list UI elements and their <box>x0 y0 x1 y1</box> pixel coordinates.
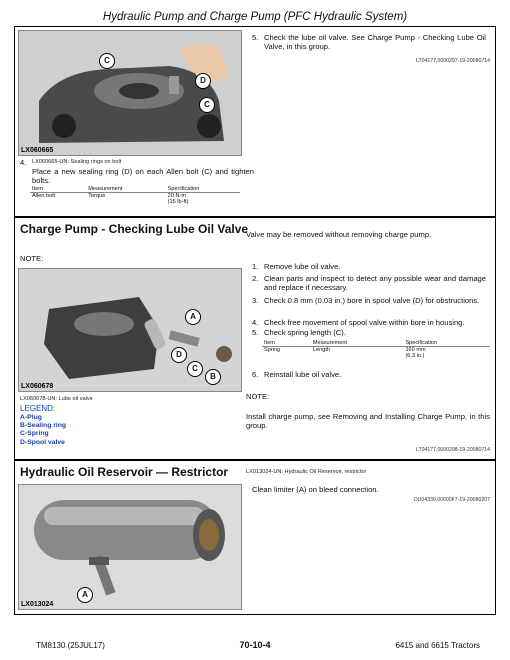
spec-value: 160 mm <box>405 347 426 353</box>
spec-cell: Length <box>312 347 330 353</box>
charge-step-2 <box>252 274 490 294</box>
charge-step-4 <box>252 318 490 328</box>
spec-header: Measurement <box>88 186 123 192</box>
figure-caption: LX013024-UN: Hydraulic Oil Reservoir, restrictor <box>246 469 367 475</box>
reservoir-photo <box>18 484 242 610</box>
section-title: Hydraulic Oil Reservoir — Restrictor <box>20 465 229 479</box>
legend <box>20 414 66 447</box>
lube-valve-photo <box>18 268 242 392</box>
figure-caption: LX060678-UN: Lube oil valve <box>20 396 93 402</box>
reservoir-illustration <box>19 485 241 609</box>
step-text: Clean parts and inspect to detect any possible wear and damage and replace if necessary. <box>264 274 486 293</box>
step-text: Reinstall lube oil valve. <box>264 370 342 379</box>
callout-d: D <box>195 73 211 89</box>
page-title: Hydraulic Pump and Charge Pump (PFC Hydraulic System) <box>102 11 408 23</box>
spec-header: Item <box>264 340 275 346</box>
header-rule <box>14 26 496 27</box>
callout-a: A <box>185 309 201 325</box>
step-number: 3. <box>252 296 259 305</box>
reference-code: LT04177,0000298-19-20080714 <box>415 447 490 453</box>
note-text: Install charge pump, see Removing and Installing Charge Pump, in this group. <box>246 412 490 431</box>
spec-cell <box>166 193 240 206</box>
legend-item: A-Plug <box>20 414 42 421</box>
right-border <box>495 26 496 614</box>
callout-d: D <box>171 347 187 363</box>
photo-id: LX013024 <box>21 601 54 608</box>
top-step-5 <box>252 33 490 53</box>
section-title: Charge Pump - Checking Lube Oil Valve <box>20 222 249 236</box>
step-number: 5. <box>252 328 259 337</box>
legend-item: B-Sealing ring <box>20 422 67 430</box>
reference-code: OU04339,00000F7-19-20080207 <box>413 497 490 503</box>
left-border <box>14 26 15 614</box>
step-text: Place a new sealing ring (D) on each Allen bolt (C) and tighten bolts. <box>32 167 254 186</box>
callout-c-right: C <box>199 97 215 113</box>
section-divider <box>14 216 496 218</box>
step-text: Check free movement of spool valve within bore in housing. <box>264 318 465 327</box>
charge-step-1 <box>252 262 490 272</box>
spec-cell: Allen bolt <box>32 193 56 199</box>
charge-step-3 <box>252 296 490 316</box>
spec-value-imperial: (15 lb-ft) <box>167 199 189 205</box>
footer-manual-id: TM8130 (25JUL17) <box>36 641 105 650</box>
step-number: 2. <box>252 274 259 283</box>
step-text: Check the lube oil valve. See Charge Pump - Checking Lube Oil Valve, in this group. <box>264 33 486 52</box>
spec-table-allen <box>30 186 240 205</box>
step-number: 1. <box>252 262 259 271</box>
step-text: Check 0.8 mm (0.03 in.) bore in spool valve (D) for obstructions. <box>264 296 480 305</box>
note-label: NOTE: <box>246 392 270 401</box>
photo-id: LX060665 <box>21 147 54 154</box>
spec-header: Measurement <box>312 340 348 346</box>
legend-item: D-Spool valve <box>20 438 65 446</box>
instruction-text: Clean limiter (A) on bleed connection. <box>252 485 379 494</box>
pump-photo <box>18 30 242 156</box>
note-label: NOTE: <box>20 254 44 263</box>
pump-illustration <box>19 31 241 155</box>
step-number: 4. <box>252 318 259 327</box>
reference-code: LT04177,0000297-19-20080714 <box>415 58 490 64</box>
spec-cell <box>403 347 490 360</box>
spec-header: Specification <box>167 186 200 192</box>
spec-value-imperial: (6.3 in.) <box>405 353 425 359</box>
spec-cell: Torque <box>88 193 106 199</box>
spec-value: 20 N·m <box>167 193 187 199</box>
step-number: 6. <box>252 370 259 379</box>
footer-product: 6415 and 6615 Tractors <box>395 641 480 650</box>
callout-c-top: C <box>99 53 115 69</box>
photo-id: LX060678 <box>21 383 54 390</box>
step-text: Remove lube oil valve. <box>264 262 341 271</box>
spec-header: Specification <box>405 340 438 346</box>
footer-page-number: 70-10-4 <box>239 640 271 650</box>
step-text: Check spring length (C). <box>264 328 346 337</box>
spec-table-spring <box>262 340 490 359</box>
callout-a: A <box>77 587 93 603</box>
spec-header: Item <box>32 186 43 192</box>
charge-step-5 <box>252 328 490 338</box>
legend-title: LEGEND: <box>20 404 56 413</box>
section-divider <box>14 459 496 461</box>
charge-step-6 <box>252 370 490 380</box>
footer-rule <box>14 614 496 615</box>
legend-item: C-Spring <box>20 430 49 438</box>
step-number: 5. <box>252 33 259 42</box>
spec-cell: Spring <box>264 347 281 353</box>
intro-text: Valve may be removed without removing charge pump. <box>246 230 432 239</box>
step-number: 4. <box>20 158 27 167</box>
callout-b: B <box>205 369 221 385</box>
callout-c: C <box>187 361 203 377</box>
figure-caption: LX060665-UN: Sealing rings on bolt <box>32 159 122 165</box>
